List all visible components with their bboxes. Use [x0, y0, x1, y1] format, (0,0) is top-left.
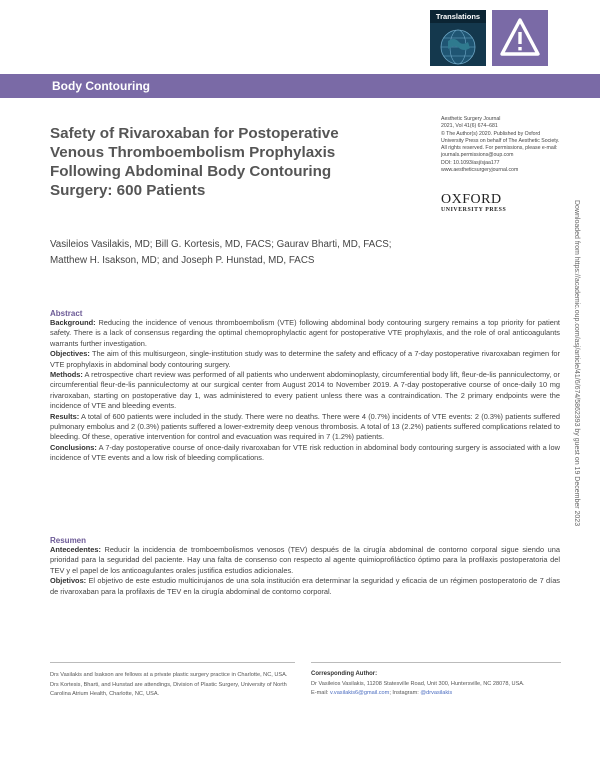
objetivos-text: El objetivo de este estudio multicirujanos de una sola institución era determinar la seguridad y eficacia de un régimen postoperatorio de 7 días de rivaroxaban para la profilaxis de TEV en la cirugía abdominal de contorno corporal.	[50, 576, 561, 596]
author-affiliations: Drs Vasilakis and Isakson are fellows at a private plastic surgery practice in Charlotte, NC, USA. Drs Kortesis, Bharti, and Hunstad are attendings, Division of Plastic Surgery, University of North Carolina Atrium Health, Charlotte, NC, USA.	[50, 672, 288, 698]
email-label: E-mail:	[311, 690, 330, 697]
methods-text: A retrospective chart review was performed of all patients who underwent abdominoplasty, circumferential body lift, fleur-de-lis panniculectomy, or circumferential fleur-de-lis panniculectomy at our surgical center from August 2014 to November 2019. A 7-day postoperative course of once-daily 10 mg rivaroxaban, starting on postoperative day 1, was administered to every patient unless there was a contraindication. The 2 primary endpoints were the incidence of VTE and bleeding events.	[50, 370, 560, 411]
journal-copyright: © The Author(s) 2020. Published by Oxford University Press on behalf of The Aesthetic Society. All rights reserved. For permissions, please e-mail: journals.permissions@oup.com	[441, 130, 560, 159]
abstract-heading: Abstract	[50, 309, 83, 318]
abstract-methods	[50, 370, 560, 412]
journal-name: Aesthetic Surgery Journal	[441, 116, 501, 122]
translations-label: Translations	[430, 10, 486, 23]
abstract-conclusions	[50, 443, 560, 464]
abstract-results	[50, 412, 560, 443]
abstract-background	[50, 318, 560, 349]
journal-info	[441, 116, 561, 174]
author-list	[50, 237, 440, 269]
warning-badge[interactable]	[492, 10, 548, 66]
antecedentes-text: Reducir la incidencia de tromboembolismos venosos (TEV) después de la cirugía abdominal de contorno corporal sigue siendo una prioridad para la seguridad del paciente. Hay una falta de consenso con respecto al agente quimioprofiláctico óptimo para la profilaxis postoperatoria del TEV y el papel de los anticoagulantes orales justifica estudios adicionales.	[50, 545, 560, 575]
footer-divider-right	[311, 662, 561, 663]
corresponding-label: Corresponding Author:	[311, 671, 378, 677]
globe-icon	[430, 23, 486, 66]
objetivos-label: Objetivos:	[50, 576, 87, 586]
conclusions-label: Conclusions:	[50, 442, 97, 452]
abstract-section	[50, 309, 560, 464]
results-text: A total of 600 patients were included in the study. There were no deaths. There were 4 (0.7%) incidents of VTE events: 2 (0.3%) patients suffered pulmonary embolus and 2 (0.3%) patients suffered a lower-extremity deep venous thrombosis. A total of 13 (2.2%) patients suffered complications related to bleeding. Of these, operative intervention for control and evacuation was required in 7 (1.2%) patients.	[50, 411, 560, 442]
oxford-logo-word: OXFORD	[441, 192, 502, 207]
objectives-label: Objectives:	[50, 349, 90, 359]
footer-divider-left	[50, 662, 295, 663]
corresponding-contact	[311, 689, 561, 699]
oxford-logo-subword: UNIVERSITY PRESS	[441, 207, 507, 213]
journal-volume: 2021, Vol 41(6) 674–681	[441, 123, 498, 130]
warning-icon	[492, 10, 548, 66]
background-label: Background:	[50, 318, 96, 327]
journal-url[interactable]: www.aestheticsurgeryjournal.com	[441, 167, 519, 174]
translations-badge[interactable]	[430, 10, 486, 66]
results-label: Results:	[50, 411, 80, 421]
background-text: Reducing the incidence of venous thromboembolism (VTE) following abdominal body contouring surgery remains a top priority for patient safety. There is a lack of consensus regarding the optimal chemoprophylactic agent for postoperative VTE prophylaxis, and the role of oral anticoagulants warrants further investigation.	[50, 318, 560, 348]
section-band	[0, 74, 600, 98]
article-title: Safety of Rivaroxaban for Postoperative Venous Thromboembolism Prophylaxis Following Abdominal Body Contouring Surgery: 600 Patients	[50, 125, 339, 199]
objectives-text: The aim of this multisurgeon, single-institution study was to determine the safety and efficacy of a 7-day postoperative rivaroxaban regimen for VTE prophylaxis in abdominal body contouring surgery.	[50, 349, 560, 369]
oxford-logo	[441, 193, 561, 214]
resumen-section	[50, 536, 560, 597]
corresponding-address: Dr Vasileios Vasilakis, 11208 Statesville Road, Unit 300, Huntersville, NC 28078, USA.	[311, 680, 525, 687]
instagram-label: ; Instagram:	[389, 690, 421, 697]
authors-line-2: Matthew H. Isakson, MD; and Joseph P. Hunstad, MD, FACS	[50, 255, 315, 266]
email-link[interactable]: v.vasilakis6@gmail.com	[329, 690, 390, 697]
authors-line-1: Vasileios Vasilakis, MD; Bill G. Kortesis, MD, FACS; Gaurav Bharti, MD, FACS;	[50, 239, 392, 250]
resumen-antecedentes	[50, 545, 560, 576]
resumen-heading: Resumen	[50, 536, 87, 545]
conclusions-text: A 7-day postoperative course of once-daily rivaroxaban for VTE risk reduction in abdominal body contouring surgery is associated with a low incidence of VTE events and a low risk of bleeding complications.	[50, 442, 560, 463]
corresponding-author	[311, 670, 561, 699]
antecedentes-label: Antecedentes:	[50, 545, 101, 554]
instagram-link[interactable]: @drvasilakis	[420, 690, 453, 697]
abstract-objectives	[50, 349, 560, 370]
download-note: Downloaded from https://academic.oup.com/asj/article/41/6/674/5862393 by guest on 19 December 2023	[573, 200, 580, 527]
methods-label: Methods:	[50, 370, 83, 380]
section-label: Body Contouring	[52, 79, 150, 93]
journal-doi[interactable]: DOI: 10.1093/asj/sjaa177	[441, 159, 500, 166]
resumen-objetivos	[50, 576, 560, 597]
